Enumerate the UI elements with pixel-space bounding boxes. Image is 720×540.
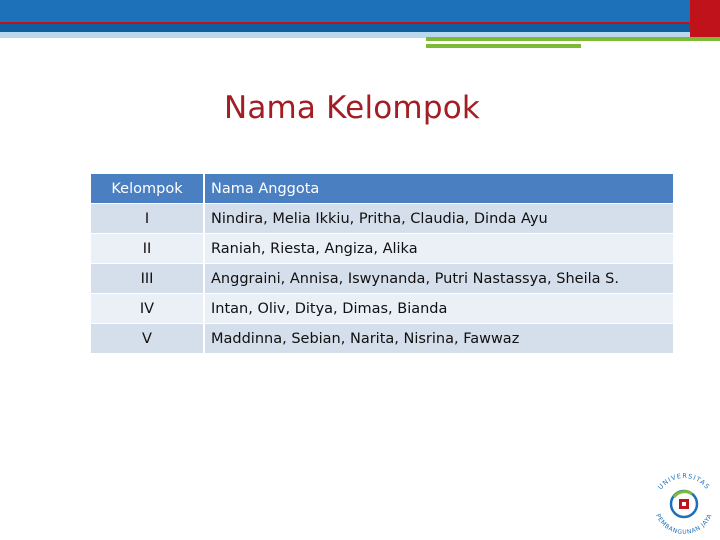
table-row <box>91 204 675 234</box>
table-row <box>91 234 675 264</box>
column-header-kelompok: Kelompok <box>91 174 205 204</box>
column-header-nama-anggota: Nama Anggota <box>205 174 675 204</box>
svg-text:PEMBANGUNAN JAYA: PEMBANGUNAN JAYA <box>654 512 714 537</box>
header-green-line-short <box>426 44 581 48</box>
svg-text:UNIVERSITAS: UNIVERSITAS <box>656 471 712 492</box>
table-row <box>91 294 675 324</box>
group-number: I <box>91 204 205 234</box>
table-row <box>91 324 675 354</box>
header-blue-dark-band <box>0 24 690 32</box>
university-seal-icon <box>648 464 720 540</box>
group-number: IV <box>91 294 205 324</box>
group-number: II <box>91 234 205 264</box>
group-number: III <box>91 264 205 294</box>
page-title: Nama Kelompok <box>223 90 481 126</box>
group-members: Anggraini, Annisa, Iswynanda, Putri Nastassya, Sheila S. <box>205 264 675 294</box>
group-members: Nindira, Melia Ikkiu, Pritha, Claudia, Dinda Ayu <box>205 204 675 234</box>
group-members: Raniah, Riesta, Angiza, Alika <box>205 234 675 264</box>
group-table <box>91 174 675 354</box>
header-blue-band <box>0 0 690 24</box>
group-number: V <box>91 324 205 354</box>
group-members: Maddinna, Sebian, Narita, Nisrina, Fawwaz <box>205 324 675 354</box>
table-header-row <box>91 174 675 204</box>
header-red-block <box>690 0 720 40</box>
table-row <box>91 264 675 294</box>
group-members: Intan, Oliv, Ditya, Dimas, Bianda <box>205 294 675 324</box>
